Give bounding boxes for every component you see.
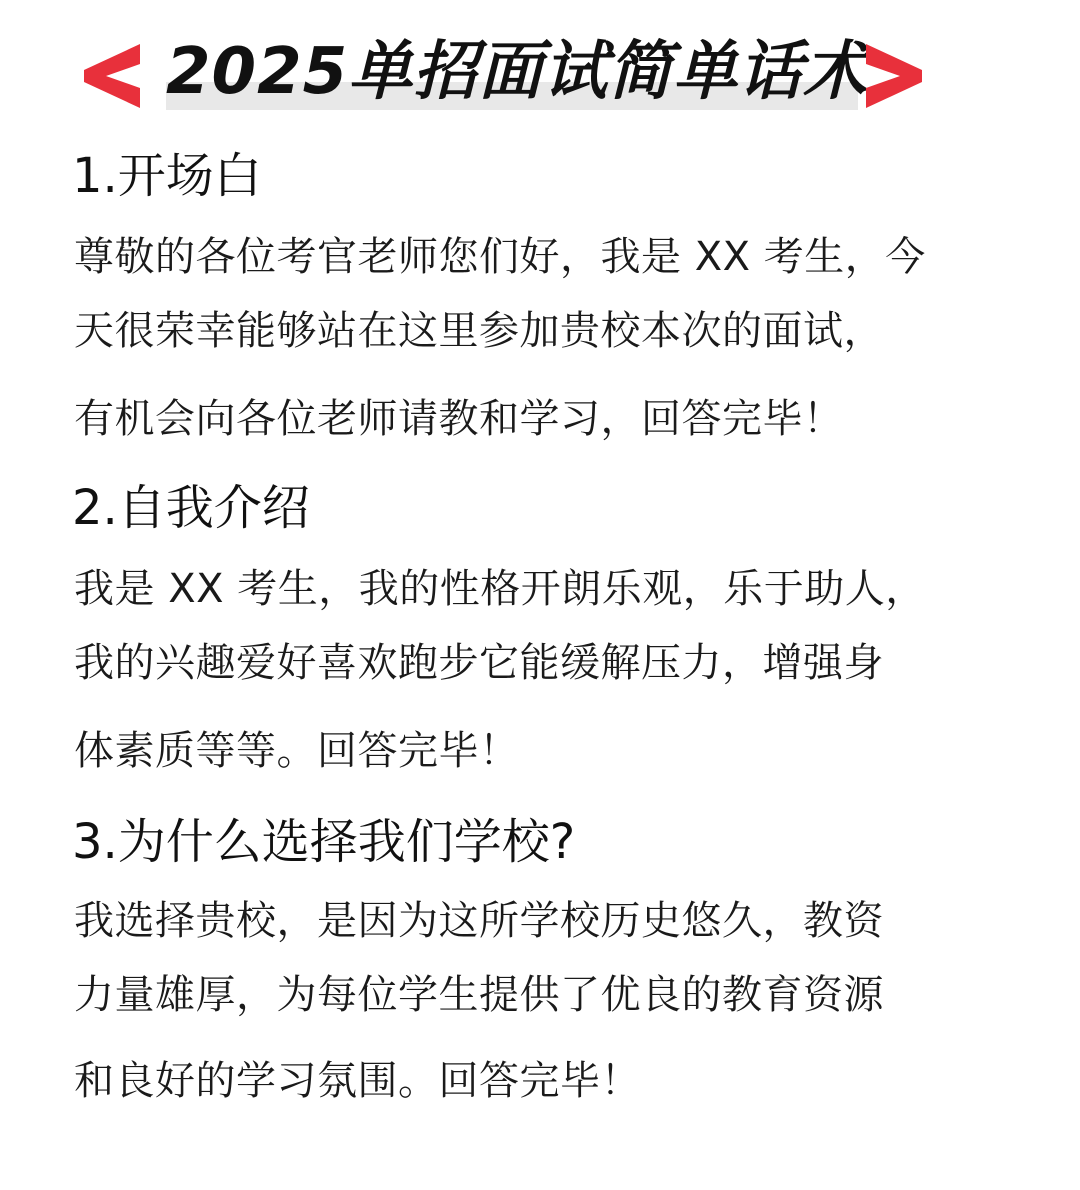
paragraph-line: 我是 XX 考生，我的性格开朗乐观，乐于助人， [74, 566, 926, 612]
section-heading-opening: 1.开场白 [72, 148, 262, 204]
paragraph-line: 我的兴趣爱好喜欢跑步它能缓解压力，增强身 [74, 640, 884, 686]
page-title: 2025单招面试简单话术 [166, 35, 869, 109]
paragraph-line: 和良好的学习氛围。回答完毕！ [74, 1058, 641, 1104]
section-heading-why-school: 3.为什么选择我们学校? [72, 814, 576, 870]
paragraph-line: 天很荣幸能够站在这里参加贵校本次的面试， [74, 308, 884, 354]
paragraph-line: 有机会向各位老师请教和学习，回答完毕！ [74, 396, 844, 442]
paragraph-line: 体素质等等。回答完毕！ [74, 728, 520, 774]
left-chevron-icon [78, 38, 148, 114]
paragraph-line: 我选择贵校，是因为这所学校历史悠久，教资 [74, 898, 884, 944]
right-chevron-icon [858, 38, 928, 114]
paragraph-line: 力量雄厚，为每位学生提供了优良的教育资源 [74, 972, 884, 1018]
title-banner [0, 30, 1080, 126]
section-heading-self-intro: 2.自我介绍 [72, 480, 310, 536]
paragraph-line: 尊敬的各位考官老师您们好，我是 XX 考生，今 [74, 234, 926, 280]
